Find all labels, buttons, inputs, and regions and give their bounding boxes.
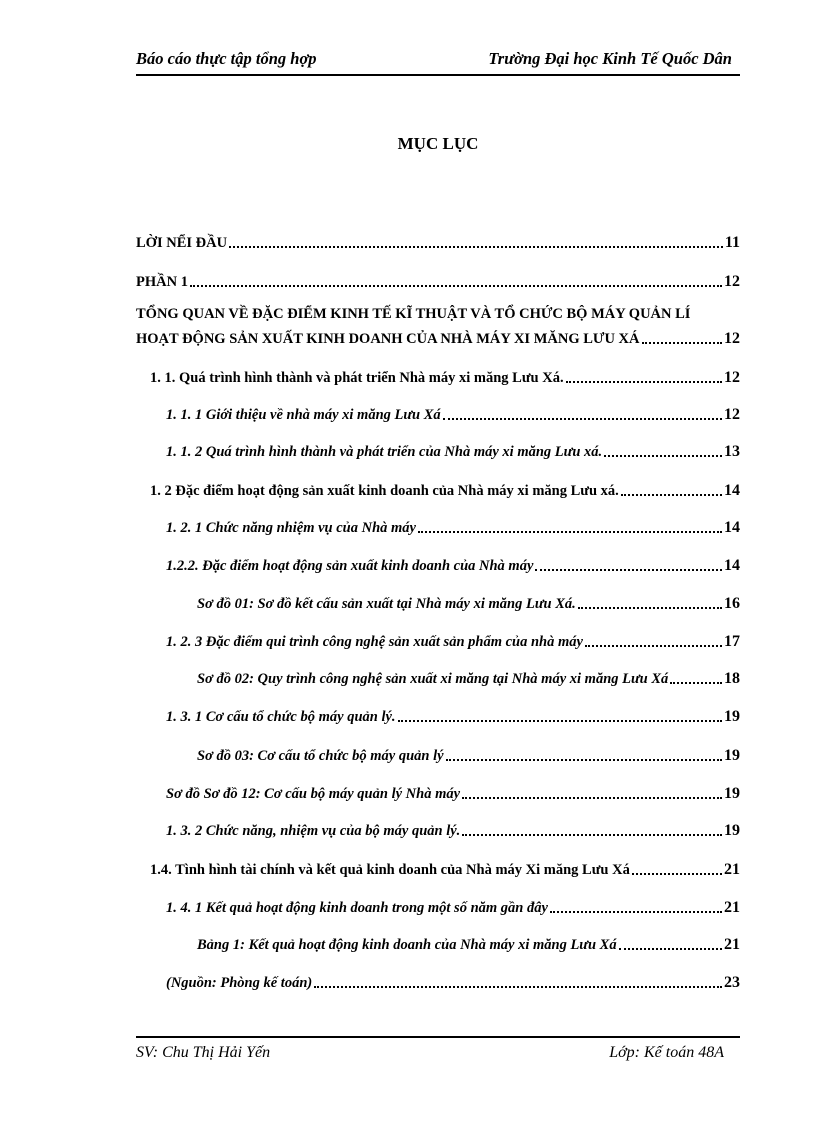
toc-entry-title: 1. 2. 3 Đặc điểm qui trình công nghệ sản xuất sản phẩm của nhà máy [166,634,583,650]
toc-leader-dots [535,569,722,571]
toc-entry[interactable] [166,441,740,461]
toc-entry[interactable] [166,783,740,803]
toc-page-number: 19 [724,822,740,839]
toc-page-number: 21 [724,899,740,916]
toc-page-number: 12 [724,330,740,347]
toc-leader-dots [462,834,722,836]
toc-page-number: 19 [724,747,740,764]
toc-entry-title: Bảng 1: Kết quả hoạt động kinh doanh của Nhà máy xi măng Lưu Xá [197,937,617,953]
toc-entry-title: Sơ đồ Sơ đồ 12: Cơ cấu bộ máy quản lý Nhà máy [166,786,461,802]
toc-entry[interactable] [197,593,740,613]
toc-entry-title: 1. 2. 1 Chức năng nhiệm vụ của Nhà máy [166,520,416,536]
toc-entry-title: LỜI NỂI ĐẦU [136,235,228,251]
toc-page-number: 16 [724,595,740,612]
toc-entry[interactable] [166,820,740,840]
toc-entry[interactable] [166,897,740,917]
toc-leader-dots [443,418,722,420]
toc-entry[interactable] [150,859,740,879]
toc-leader-dots [566,381,722,383]
header-university: Trường Đại học Kinh Tế Quốc Dân [488,49,732,68]
toc-page-number: 14 [724,482,740,499]
toc-entry-title: 1. 1. Quá trình hình thành và phát triển Nhà máy xi măng Lưu Xá. [150,370,564,386]
toc-entry[interactable] [150,480,740,500]
toc-entry[interactable] [166,972,740,992]
toc-entry[interactable] [197,668,740,688]
toc-entry[interactable] [166,555,740,575]
toc-leader-dots [314,986,722,988]
toc-page-number: 19 [724,708,740,725]
toc-entry-title: (Nguồn: Phòng kế toán) [166,975,313,991]
toc-entry-title: 1. 4. 1 Kết quả hoạt động kinh doanh trong một số năm gần đây [166,900,548,916]
footer-student-name: SV: Chu Thị Hải Yến [136,1044,271,1061]
header-report-title: Báo cáo thực tập tổng hợp [136,49,317,68]
toc-page-number: 21 [724,861,740,878]
toc-entry-title: HOẠT ĐỘNG SẢN XUẤT KINH DOANH CỦA NHÀ MÁY XI MĂNG LƯU XÁ [136,331,640,347]
toc-page-number: 12 [724,369,740,386]
toc-entry-title: 1. 1. 1 Giới thiệu về nhà máy xi măng Lưu Xá [166,407,441,423]
toc-entry[interactable] [136,232,740,252]
page-footer [136,1036,740,1066]
toc-entry-title: 1.2.2. Đặc điểm hoạt động sản xuất kinh doanh của Nhà máy [166,558,534,574]
toc-entry[interactable] [197,934,740,954]
toc-entry-title: 1. 3. 2 Chức năng, nhiệm vụ của bộ máy quản lý. [166,823,461,839]
toc-entry-title: Sơ đồ 03: Cơ cấu tổ chức bộ máy quản lý [197,748,444,764]
toc-entry-title: 1.4. Tình hình tài chính và kết quả kinh doanh của Nhà máy Xi măng Lưu Xá [150,862,630,878]
toc-leader-dots [229,246,723,248]
toc-leader-dots [632,873,722,875]
toc-leader-dots [398,720,722,722]
page-title: MỤC LỤC [397,134,479,153]
toc-page-number: 12 [724,406,740,423]
toc-leader-dots [190,285,722,287]
toc-entry[interactable] [166,517,740,537]
toc-leader-dots [621,494,722,496]
toc-leader-dots [670,682,722,684]
toc-entry[interactable] [150,367,740,387]
toc-entry-title: 1. 2 Đặc điểm hoạt động sản xuất kinh doanh của Nhà máy xi măng Lưu xá. [150,483,619,499]
toc-leader-dots [619,948,722,950]
page-header [136,46,740,76]
toc-leader-dots [550,911,722,913]
toc-entry-title: Sơ đồ 01: Sơ đồ kết cấu sản xuất tại Nhà máy xi măng Lưu Xá. [197,596,576,612]
toc-leader-dots [462,797,722,799]
toc-entry-title: 1. 1. 2 Quá trình hình thành và phát triển của Nhà máy xi măng Lưu xá. [166,444,603,460]
toc-entry[interactable] [197,745,740,765]
toc-page-number: 14 [724,519,740,536]
toc-page-number: 12 [724,273,740,290]
toc-leader-dots [604,455,722,457]
toc-page-number: 14 [724,557,740,574]
footer-class: Lớp: Kế toán 48A [609,1044,724,1061]
toc-entry-title: PHẦN 1 [136,274,188,290]
toc-entry[interactable] [166,631,740,651]
toc-page-number: 17 [724,633,740,650]
toc-entry-title: Sơ đồ 02: Quy trình công nghệ sản xuất xi măng tại Nhà máy xi măng Lưu Xá [197,671,669,687]
toc-entry-title: 1. 3. 1 Cơ cấu tổ chức bộ máy quản lý. [166,709,396,725]
toc-page-number: 19 [724,785,740,802]
toc-page-number: 21 [724,936,740,953]
toc-entry[interactable] [166,404,740,424]
toc-leader-dots [446,759,722,761]
toc-leader-dots [642,342,723,344]
toc-entry[interactable] [136,328,740,348]
toc-leader-dots [585,645,722,647]
toc-entry[interactable] [136,271,740,291]
toc-page-number: 11 [724,234,740,251]
toc-entry[interactable] [166,706,740,726]
toc-leader-dots [578,607,722,609]
toc-page-number: 18 [724,670,740,687]
toc-entry-title-line1: TỔNG QUAN VỀ ĐẶC ĐIỂM KINH TẾ KĨ THUẬT VÀ TỔ CHỨC BỘ MÁY QUẢN LÍ [136,306,691,322]
toc-page-number: 23 [724,974,740,991]
toc-page-number: 13 [724,443,740,460]
toc-leader-dots [418,531,722,533]
